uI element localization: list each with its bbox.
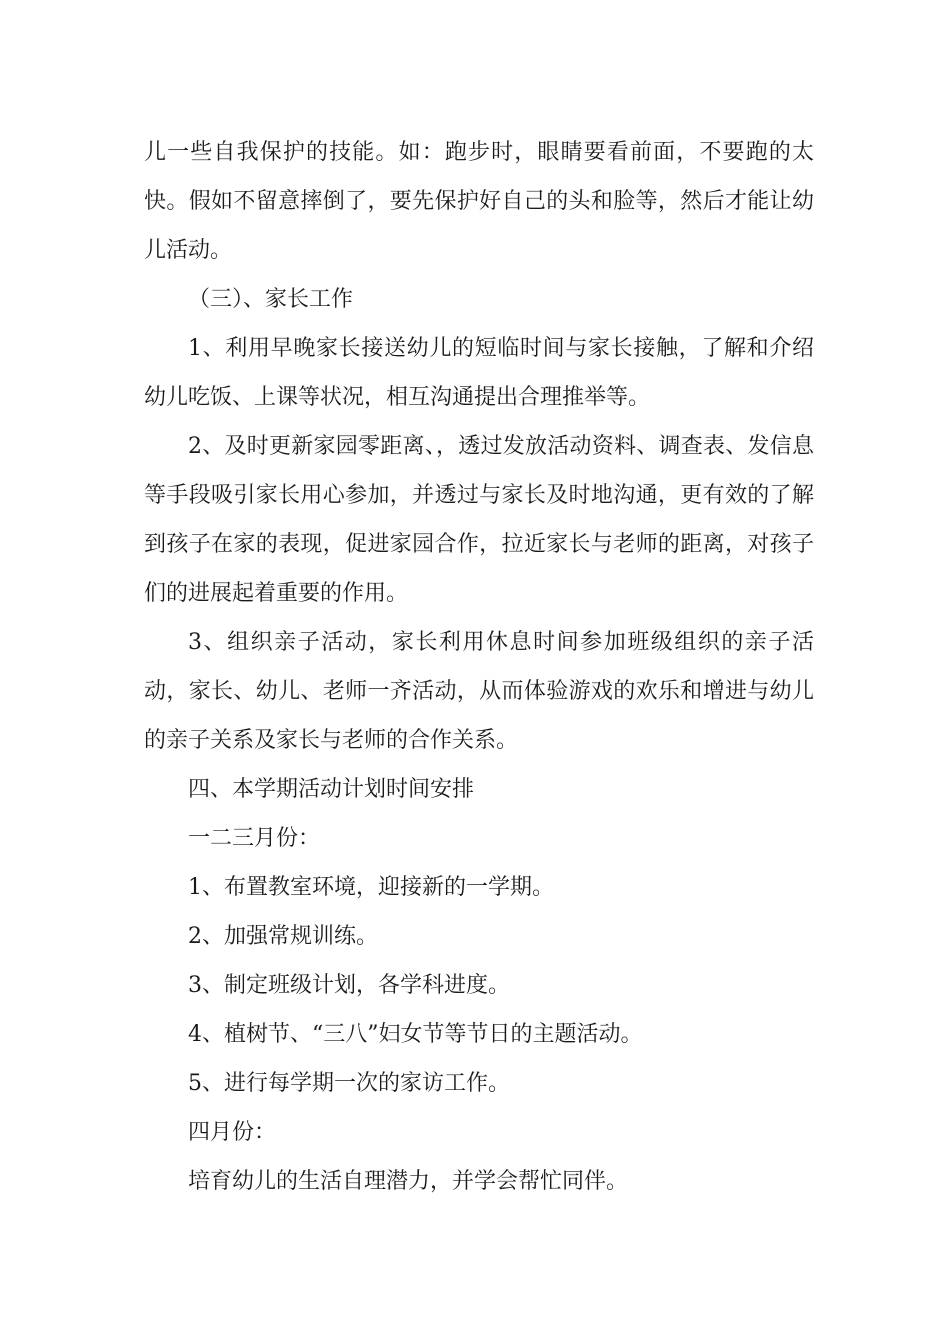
document-body (144, 128, 814, 1206)
schedule-item-3: 3、制定班级计划，各学科进度。 (188, 973, 510, 998)
schedule-item-5: 5、进行每学期一次的家访工作。 (188, 1071, 510, 1096)
schedule-item-1: 1、布置教室环境，迎接新的一学期。 (188, 875, 554, 900)
subheading-april: 四月份： (188, 1120, 277, 1145)
section-heading-schedule: 四、本学期活动计划时间安排 (188, 777, 475, 802)
schedule-item-4: 4、植树节、“三八”妇女节等节日的主题活动。 (188, 1022, 643, 1047)
paragraph-parent-work-1: 1、利用早晚家长接送幼儿的短临时间与家长接触，了解和介绍幼儿吃饭、上课等状况，相互沟通提出合理推举等。 (144, 336, 814, 410)
paragraph-parent-work-2: 2、及时更新家园零距离、，透过发放活动资料、调查表、发信息等手段吸引家长用心参加，并透过与家长及时地沟通，更有效的了解到孩子在家的表现，促进家园合作，拉近家长与老师的距离，对孩子们的进展起着重要的作用。 (144, 434, 814, 606)
subheading-jan-feb-mar: 一二三月份： (188, 826, 321, 851)
section-heading-parent-work: （三）、家长工作 (188, 287, 354, 312)
paragraph-self-protection: 儿一些自我保护的技能。如：跑步时，眼睛要看前面，不要跑的太快。假如不留意摔倒了，要先保护好自己的头和脸等，然后才能让幼儿活动。 (144, 140, 814, 263)
april-item: 培育幼儿的生活自理潜力，并学会帮忙同伴。 (188, 1169, 629, 1194)
schedule-item-2: 2、加强常规训练。 (188, 924, 378, 949)
paragraph-parent-work-3: 3、组织亲子活动，家长利用休息时间参加班级组织的亲子活动，家长、幼儿、老师一齐活动，从而体验游戏的欢乐和增进与幼儿的亲子关系及家长与老师的合作关系。 (144, 630, 814, 753)
